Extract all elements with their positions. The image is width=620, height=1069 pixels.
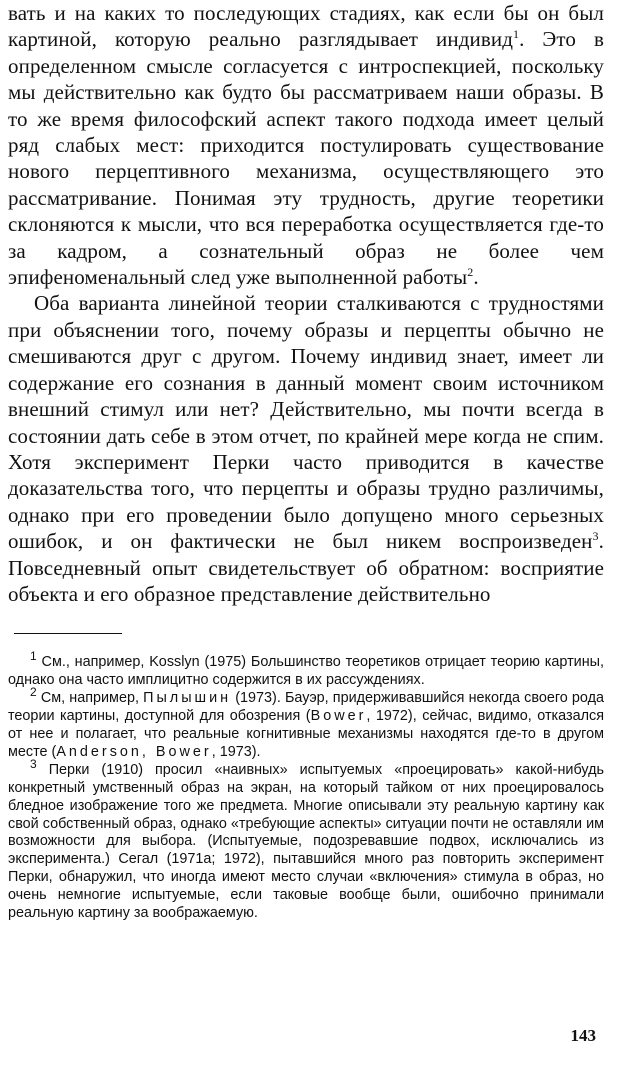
- paragraph-2: [8, 290, 604, 607]
- footnote-1-number: 1: [30, 649, 37, 664]
- footnote-2-text-b: (1973). Бауэр, придерживавшийся некогда своего рода теории картины, доступной для обозрения (: [8, 690, 605, 725]
- footnote-2-text-c: , 1972), сейчас, видимо, отказался от нее и полагает, что реальные когнитивные механизмы находятся где-то в другом месте (: [8, 708, 604, 760]
- footnote-2-author-3: Anderson, Bower: [56, 743, 212, 760]
- paragraph-2-tail: . Повседневный опыт свидетельствует об обратном: восприятие объекта и его образное представление действительно: [8, 529, 604, 606]
- footnote-1: [8, 649, 605, 690]
- page-number: 143: [570, 1026, 596, 1045]
- footnote-3-text: Перки (1910) просил «наивных» испытуемых «проецировать» какой-нибудь конкретный умственный образ на экран, на который тайком от них проецировалось бледное изображение того же предмета. Многие описывали эту реальную картину как свой собственный образ, однако «требующие аспекты» ситуации почти не оставляли им возможности для выбора. (Испытуемые, подозревавшие подвох, исключались из эксперимента.) Сегал (1971a; 1972), пытавшийся много раз повторить эксперимент Перки, обнаружил, что иногда имеют место случаи «включения» стимула в образ, но очень немногие испытуемые, если таковые вообще были, ошибочно принимали реальную картину за воображаемую.: [8, 761, 604, 922]
- paragraph-2-text: Оба варианта линейной теории сталкиваются с трудностями при объяснении того, почему образы и перцепты обычно не смешиваются друг с другом. Почему индивид знает, имеет ли содержание его сознания в данный момент своим источником внешний стимул или нет? Действительно, мы почти всегда в состоянии дать себе в этом отчет, по крайней мере когда не спим. Хотя эксперимент Перки часто приводится в качестве доказательства того, что перцепты и образы трудно различимы, однако при его проведении было допущено много серьезных ошибок, и он фактически не был никем воспроизведен: [8, 291, 604, 554]
- footnote-2: [8, 685, 605, 762]
- footnote-2-author-2: Bower: [310, 708, 367, 725]
- paragraph-1-tail: . Это в определенном смысле согласуется с интроспекцией, поскольку мы действительно как будто бы рассматриваем наши образы. В то же время философский аспект такого подхода имеет целый ряд слабых мест: приходится постулировать существование нового перцептивного механизма, осуществляющего это рассматривание. Понимая эту трудность, другие теоретики склоняются к мысли, что вся переработка осуществляется где-то за кадром, а сознательный образ не более чем эпифеноменальный след уже выполненной работы: [8, 27, 604, 290]
- footnote-3: [8, 756, 604, 923]
- footnote-3-number: 3: [30, 756, 37, 771]
- footnote-ref-1: 1: [513, 27, 520, 42]
- footnote-divider: [14, 633, 122, 634]
- footnote-2-author-1: Пылышин: [143, 690, 232, 707]
- footnote-ref-3: 3: [592, 529, 599, 544]
- footnote-2-text-a: См, например,: [40, 690, 139, 707]
- paragraph-1-end: .: [473, 265, 479, 290]
- footnote-1-text: См., например, Kosslyn (1975) Большинство теоретиков отрицает теорию картины, однако она часто имплицитно содержится в их рассуждениях.: [8, 654, 605, 689]
- paragraph-1-text: вать и на каких то последующих стадиях, как если бы он был картиной, которую реально разглядывает индивид: [8, 1, 604, 52]
- footnote-2-text-d: , 1973).: [211, 743, 261, 760]
- footnote-2-number: 2: [30, 685, 37, 700]
- paragraph-1: [8, 0, 604, 290]
- main-text: [8, 0, 604, 607]
- footnote-ref-2: 2: [467, 265, 474, 280]
- footnotes: [8, 649, 605, 923]
